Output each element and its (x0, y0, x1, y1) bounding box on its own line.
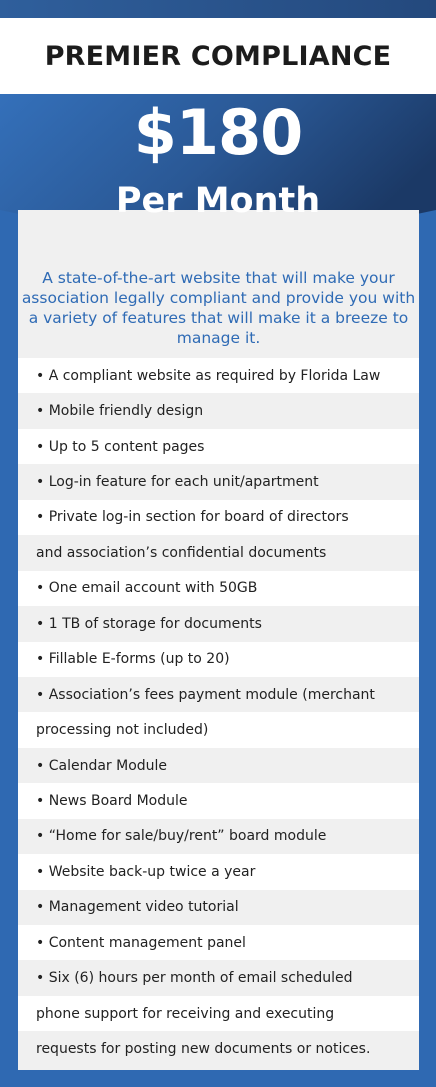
feature-item: • Private log-in section for board of directors (18, 500, 419, 535)
feature-item: • Mobile friendly design (18, 393, 419, 428)
feature-item: • Calendar Module (18, 748, 419, 783)
feature-item: • A compliant website as required by Florida Law (18, 358, 419, 393)
top-accent-bar (0, 0, 436, 18)
feature-item: • Fillable E-forms (up to 20) (18, 642, 419, 677)
feature-list (18, 358, 419, 1067)
price-period: Per Month (115, 181, 321, 221)
feature-item: • Six (6) hours per month of email scheduled (18, 960, 419, 995)
feature-item-continued: and association’s confidential documents (18, 535, 419, 570)
feature-item: • “Home for sale/buy/rent” board module (18, 819, 419, 854)
feature-item-continued: requests for posting new documents or notices. (18, 1031, 419, 1066)
feature-item-continued: processing not included) (18, 712, 419, 747)
feature-item: • Association’s fees payment module (merchant (18, 677, 419, 712)
feature-item: • Website back-up twice a year (18, 854, 419, 889)
feature-item-continued: phone support for receiving and executing (18, 996, 419, 1031)
plan-description: A state-of-the-art website that will make your association legally compliant and provide you with a variety of features that will make it a breeze to manage it. (21, 269, 416, 347)
feature-item: • Up to 5 content pages (18, 429, 419, 464)
feature-item: • Log-in feature for each unit/apartment (18, 464, 419, 499)
price-amount: $180 (133, 96, 303, 169)
feature-item: • Management video tutorial (18, 890, 419, 925)
plan-title: PREMIER COMPLIANCE (44, 40, 392, 72)
feature-item: • News Board Module (18, 783, 419, 818)
feature-item: • 1 TB of storage for documents (18, 606, 419, 641)
feature-item: • One email account with 50GB (18, 571, 419, 606)
feature-item: • Content management panel (18, 925, 419, 960)
